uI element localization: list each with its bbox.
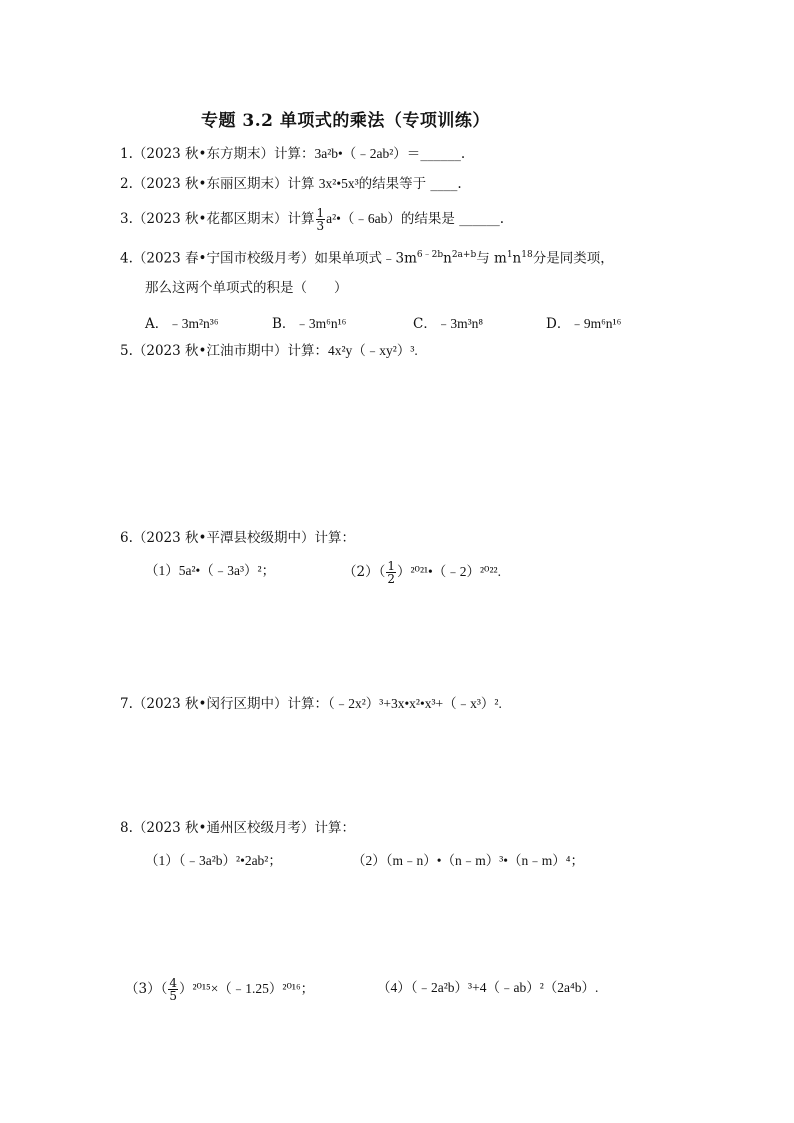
page-title: 专题 3.2 单项式的乘法（专项训练） [201,111,490,131]
question-1 [120,147,465,162]
question-4-text-e: 分是同类项， [532,250,614,267]
question-5-expression: 4x²y（﹣xy²）³. [328,343,418,358]
question-8-part-3-expression: ）²⁰¹⁵×（﹣1.25）²⁰¹⁶； [178,981,315,996]
fraction-numerator: 4 [169,976,177,990]
question-6-part-2-prefix: （2）（ [343,564,386,580]
question-2 [120,177,462,192]
question-4-text-c: 与 m [476,250,507,267]
question-8-part-3-prefix: （3）（ [125,981,168,997]
question-8-part-1 [145,854,282,869]
question-1-end: . [460,146,466,162]
option-b[interactable] [272,312,346,332]
fraction-denominator: 2 [387,572,395,586]
question-5-prefix: 5.（2023 秋•江油市期中）计算： [120,343,328,359]
question-4-line-2: 那么这两个单项式的积是（ ） [145,280,348,296]
question-6-fraction [386,560,396,585]
question-4-text-a: 4.（2023 春•宁国市校级月考）如果单项式﹣3m [120,250,417,267]
option-b-expression: ﹣3m⁶n¹⁶ [295,316,347,331]
question-2-blank[interactable]: ____ [430,176,458,192]
question-8-part-3 [125,977,314,1002]
question-1-prefix: 1.（2023 秋•东方期末）计算： [120,146,315,162]
question-6-part-1-expression: （1）5a²•（﹣3a³）²； [145,563,276,578]
question-6-part-2-expression: ）²⁰²¹•（﹣2）²⁰²². [396,564,501,579]
option-d-expression: ﹣9m⁶n¹⁶ [570,316,622,331]
question-7-expression: （﹣2x²）³+3x•x²•x³+（﹣x³）². [328,696,502,711]
option-a[interactable] [145,312,219,332]
question-8-part-2 [352,854,584,869]
exponent: 18 [521,250,533,260]
question-5 [120,344,418,359]
question-4-text-b: n [443,250,452,267]
question-2-end: . [457,176,462,192]
question-3-blank[interactable]: ______ [459,211,500,227]
question-3-end: . [499,211,504,227]
fraction-numerator: 1 [316,206,325,220]
question-2-expression: 3x²•5x³ [318,176,359,191]
question-8-part-4-expression: （4）（﹣2a²b）³+4（﹣ab）²（2a⁴b）. [377,980,599,995]
question-6: 6.（2023 秋•平潭县校级期中）计算： [120,530,355,546]
option-a-expression: ﹣3m²n³⁶ [168,316,219,331]
fraction-denominator: 5 [169,989,177,1003]
exponent: 1 [506,250,513,260]
question-1-expression: 3a²b•（﹣2ab²）＝ [314,146,421,161]
question-4-text-d: n [512,250,522,267]
question-3-fraction [316,207,326,232]
option-c[interactable] [413,312,483,332]
option-b-label: B． [272,316,296,332]
question-8: 8.（2023 秋•通州区校级月考）计算： [120,820,355,836]
question-3-mid: 的结果是 [400,211,460,227]
question-1-blank[interactable]: ______ [420,146,461,162]
exponent: 2a+b [451,250,477,260]
question-4-line-1 [120,251,614,266]
question-3-prefix: 3.（2023 秋•花都区期末）计算 [120,211,315,227]
question-3 [120,207,504,232]
option-a-label: A． [145,316,169,332]
question-2-prefix: 2.（2023 秋•东丽区期末）计算 [120,176,319,192]
question-8-part-1-expression: （1）（﹣3a²b）²•2ab²； [145,853,282,868]
option-d-label: D． [546,316,571,332]
option-c-label: C． [413,316,437,332]
fraction-denominator: 3 [316,219,325,233]
option-c-expression: ﹣3m³n⁸ [436,316,484,331]
question-6-part-2 [343,560,501,585]
option-d[interactable] [546,312,621,332]
question-8-part-2-expression: （2）（m﹣n）•（n﹣m）³•（n﹣m）⁴； [352,853,584,868]
exponent: 6﹣2b [416,250,444,260]
question-6-part-1 [145,564,275,579]
question-7 [120,697,502,712]
question-3-expression: a²•（﹣6ab） [326,211,401,226]
question-2-mid: 的结果等于 [358,176,431,192]
question-7-prefix: 7.（2023 秋•闵行区期中）计算： [120,696,328,712]
question-8-fraction [168,977,178,1002]
fraction-numerator: 1 [387,559,395,573]
question-8-part-4 [377,981,598,996]
